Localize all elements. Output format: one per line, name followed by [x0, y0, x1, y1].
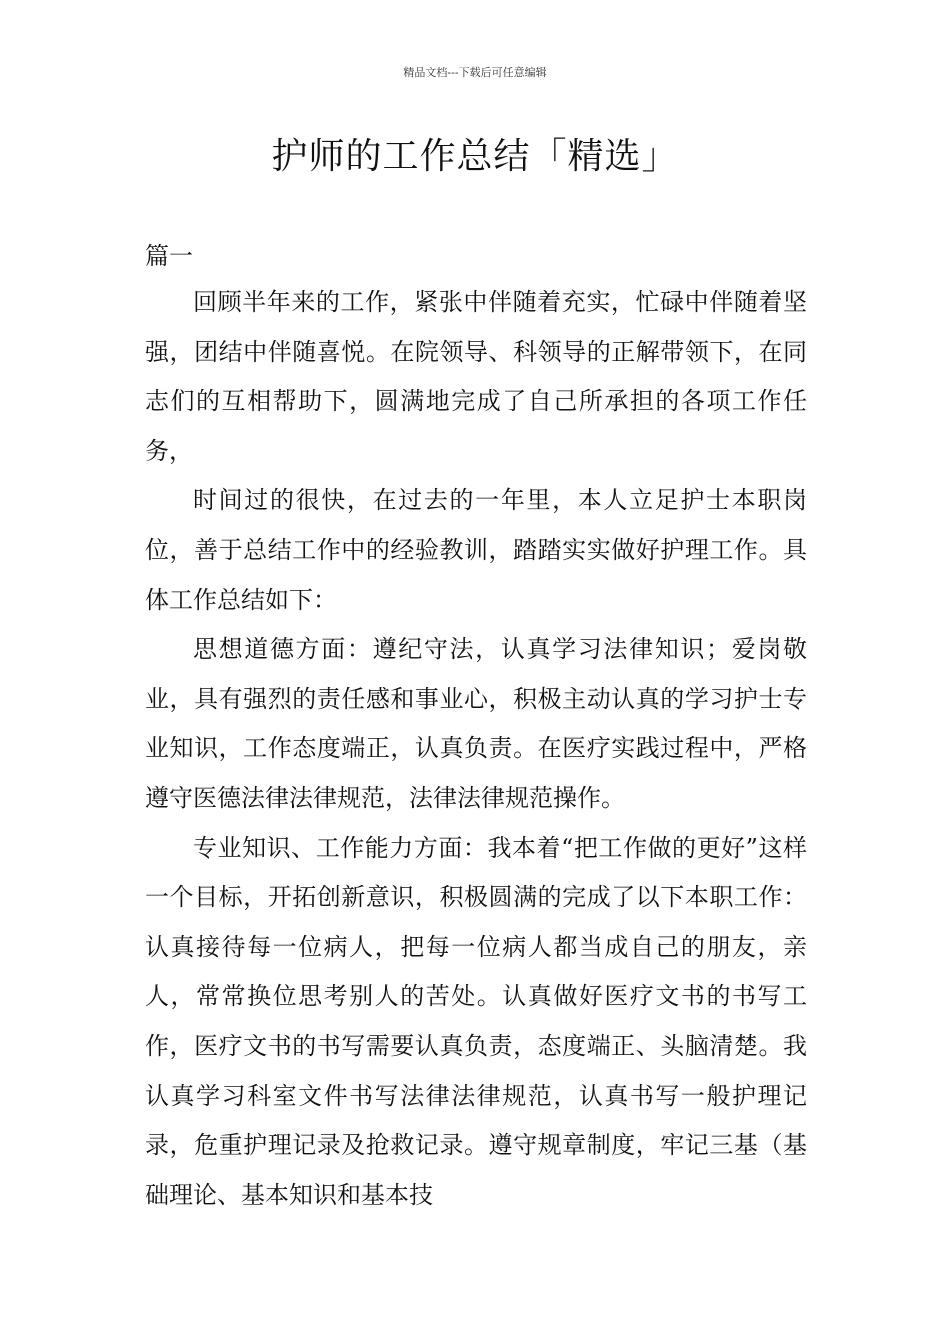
section-label: 篇一: [145, 242, 193, 270]
paragraph-1: 回顾半年来的工作，紧张中伴随着充实，忙碌中伴随着坚强，团结中伴随喜悦。在院领导、科领导的正解带领下，在同志们的互相帮助下，圆满地完成了自己所承担的各项工作任务，: [145, 288, 807, 465]
paragraph-4: 专业知识、工作能力方面：我本着“把工作做的更好”这样一个目标，开拓创新意识，积极圆满的完成了以下本职工作：认真接待每一位病人，把每一位病人都当成自己的朋友，亲人，常常换位思考别人的苦处。认真做好医疗文书的书写工作，医疗文书的书写需要认真负责，态度端正、头脑清楚。我认真学习科室文件书写法律法律规范，认真书写一般护理记录，危重护理记录及抢救记录。遵守规章制度，牢记三基（基础理论、基本知识和基本技: [145, 833, 807, 1209]
header-note: 精品文档---下载后可任意编辑: [403, 66, 547, 79]
paragraph-3: 思想道德方面：遵纪守法，认真学习法律知识；爱岗敬业，具有强烈的责任感和事业心，积极主动认真的学习护士专业知识，工作态度端正，认真负责。在医疗实践过程中，严格遵守医德法律法律规范，法律法律规范操作。: [145, 635, 807, 812]
document-title: 护师的工作总结「精选」: [271, 136, 679, 177]
body-text: [145, 278, 807, 1220]
paragraph-2: 时间过的很快，在过去的一年里，本人立足护士本职岗位，善于总结工作中的经验教训，踏踏实实做好护理工作。具体工作总结如下：: [145, 486, 807, 614]
